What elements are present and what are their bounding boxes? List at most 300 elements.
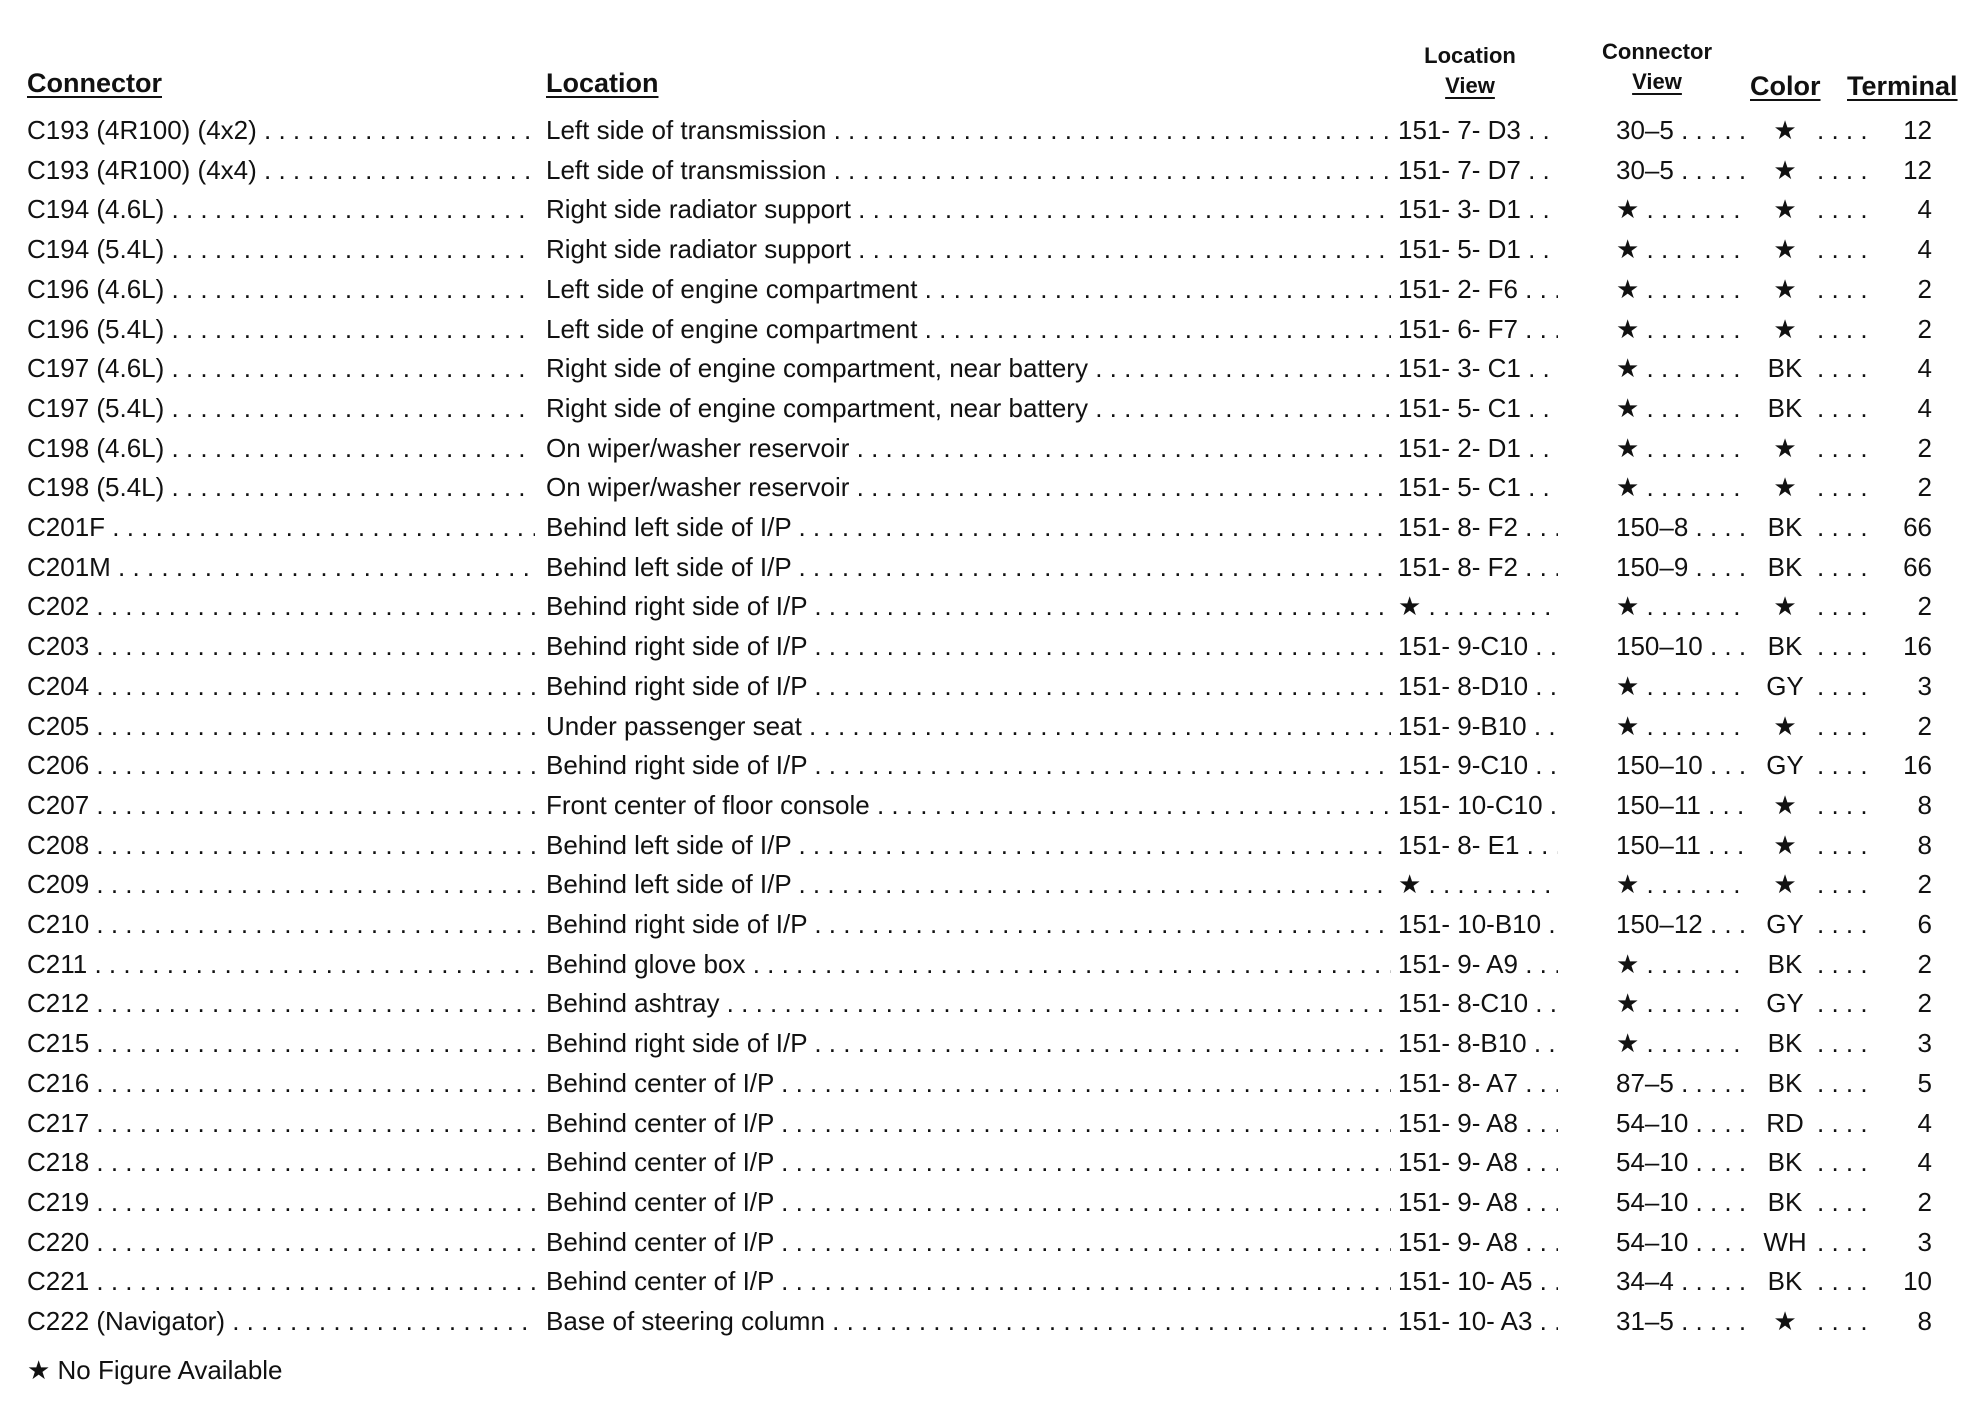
- color-value: ★: [1773, 194, 1797, 225]
- location-view-cell: [1398, 189, 1558, 229]
- table-row: [0, 507, 1984, 547]
- color-leader: [1817, 745, 1875, 785]
- location-view-cell-text: 151- 8- F2 . . .: [1398, 512, 1558, 542]
- connector-cell: [27, 110, 535, 150]
- color-value: RD: [1766, 1107, 1804, 1138]
- connector-view-cell: [1616, 785, 1748, 825]
- color-cell: [1755, 586, 1875, 626]
- location-cell-text: Left side of transmission . . .: [546, 115, 1391, 145]
- color-value: GY: [1766, 988, 1804, 1019]
- terminal-value: 66: [1903, 551, 1932, 582]
- location-view-cell-text: ★ . . .: [1398, 591, 1558, 621]
- connector-cell: [27, 706, 535, 746]
- color-value: ★: [1773, 313, 1797, 344]
- location-view-cell: [1398, 586, 1558, 626]
- location-view-cell-text: ★ . . .: [1398, 869, 1558, 899]
- header-location-view-line2: View: [1445, 73, 1495, 98]
- location-view-cell-text: 151- 10-B10 . . .: [1398, 909, 1558, 939]
- location-cell: [546, 1023, 1391, 1063]
- location-cell: [546, 1103, 1391, 1143]
- connector-view-cell-text: 54–10 . . .: [1616, 1108, 1748, 1138]
- connector-cell-text: C217 . . .: [27, 1108, 535, 1138]
- color-cell: [1755, 229, 1875, 269]
- color-leader: [1817, 825, 1875, 865]
- connector-view-cell: [1616, 1063, 1748, 1103]
- connector-cell: [27, 507, 535, 547]
- location-cell: [546, 1301, 1391, 1341]
- connector-cell: [27, 1023, 535, 1063]
- terminal-value: 10: [1903, 1266, 1932, 1297]
- location-view-cell-text: 151- 3- D1 . . .: [1398, 194, 1558, 224]
- connector-view-cell: [1616, 1023, 1748, 1063]
- location-cell-text: Left side of engine compartment . . .: [546, 314, 1391, 344]
- connector-view-cell-text: 87–5 . . .: [1616, 1068, 1748, 1098]
- location-view-cell-text: 151- 5- C1 . . .: [1398, 393, 1558, 423]
- location-view-cell: [1398, 745, 1558, 785]
- color-leader: [1817, 1222, 1875, 1262]
- location-view-cell-text: 151- 9- A8 . . .: [1398, 1108, 1558, 1138]
- table-row: [0, 1182, 1984, 1222]
- location-view-cell: [1398, 983, 1558, 1023]
- location-cell: [546, 1142, 1391, 1182]
- location-cell-text: Under passenger seat . . .: [546, 711, 1391, 741]
- connector-cell: [27, 666, 535, 706]
- color-cell: [1755, 309, 1875, 349]
- connector-cell: [27, 785, 535, 825]
- table-row: [0, 189, 1984, 229]
- connector-view-cell: [1616, 428, 1748, 468]
- terminal-value: 12: [1903, 154, 1932, 185]
- color-leader: [1817, 706, 1875, 746]
- color-leader: [1817, 1063, 1875, 1103]
- connector-cell: [27, 269, 535, 309]
- color-leader: [1817, 150, 1875, 190]
- location-cell-text: Behind right side of I/P . . .: [546, 671, 1391, 701]
- connector-cell-text: C197 (4.6L) . . .: [27, 353, 535, 383]
- location-cell-text: Behind center of I/P . . .: [546, 1068, 1391, 1098]
- color-cell: [1755, 666, 1875, 706]
- table-row: [0, 1063, 1984, 1103]
- color-cell: [1755, 189, 1875, 229]
- color-cell: [1755, 1222, 1875, 1262]
- location-cell-text: Behind right side of I/P . . .: [546, 750, 1391, 780]
- location-view-cell: [1398, 706, 1558, 746]
- terminal-value: 3: [1917, 670, 1932, 701]
- location-cell-text: Behind left side of I/P . . .: [546, 869, 1391, 899]
- connector-view-cell-text: ★ . . .: [1616, 988, 1748, 1018]
- connector-view-cell-text: 150–10 . . .: [1616, 750, 1748, 780]
- connector-view-cell: [1616, 1182, 1748, 1222]
- header-location-view-line1: Location: [1424, 43, 1516, 68]
- connector-cell: [27, 547, 535, 587]
- connector-view-cell-text: 150–11 . . .: [1616, 790, 1748, 820]
- connector-cell-text: C201M . . .: [27, 552, 535, 582]
- table-row: [0, 586, 1984, 626]
- location-view-cell-text: 151- 3- C1 . . .: [1398, 353, 1558, 383]
- color-value: ★: [1773, 789, 1797, 820]
- color-cell: [1755, 745, 1875, 785]
- connector-cell-text: C204 . . .: [27, 671, 535, 701]
- connector-cell-text: C193 (4R100) (4x4) . . .: [27, 155, 535, 185]
- location-cell-text: Right side radiator support . . .: [546, 194, 1391, 224]
- color-cell: [1755, 983, 1875, 1023]
- location-cell: [546, 467, 1391, 507]
- table-row: [0, 1301, 1984, 1341]
- location-cell-text: Behind center of I/P . . .: [546, 1187, 1391, 1217]
- color-leader: [1817, 189, 1875, 229]
- table-row: [0, 269, 1984, 309]
- table-row: [0, 864, 1984, 904]
- location-cell-text: On wiper/washer reservoir . . .: [546, 472, 1391, 502]
- connector-cell: [27, 467, 535, 507]
- connector-view-cell-text: ★ . . .: [1616, 353, 1748, 383]
- location-view-cell-text: 151- 8-C10 . . .: [1398, 988, 1558, 1018]
- footnote: ★ No Figure Available: [27, 1355, 283, 1385]
- color-cell: [1755, 1182, 1875, 1222]
- connector-view-cell-text: ★ . . .: [1616, 711, 1748, 741]
- connector-cell-text: C208 . . .: [27, 830, 535, 860]
- header-location-view: [1405, 41, 1535, 101]
- header-connector-view: [1587, 37, 1727, 97]
- connector-view-cell: [1616, 666, 1748, 706]
- location-view-cell: [1398, 547, 1558, 587]
- location-cell-text: Behind right side of I/P . . .: [546, 909, 1391, 939]
- terminal-value: 12: [1903, 115, 1932, 145]
- connector-cell: [27, 388, 535, 428]
- connector-view-cell: [1616, 348, 1748, 388]
- location-cell: [546, 269, 1391, 309]
- connector-view-cell-text: 150–12 . . .: [1616, 909, 1748, 939]
- connector-view-cell-text: 150–9 . . .: [1616, 552, 1748, 582]
- location-view-cell: [1398, 1182, 1558, 1222]
- terminal-value: 8: [1917, 829, 1932, 860]
- table-row: [0, 825, 1984, 865]
- terminal-value: 2: [1917, 591, 1932, 622]
- table-row: [0, 1023, 1984, 1063]
- location-view-cell-text: 151- 2- D1 . . .: [1398, 433, 1558, 463]
- connector-cell-text: C206 . . .: [27, 750, 535, 780]
- connector-view-cell: [1616, 269, 1748, 309]
- location-view-cell: [1398, 309, 1558, 349]
- terminal-value: 8: [1917, 789, 1932, 820]
- connector-cell-text: C205 . . .: [27, 711, 535, 741]
- color-value: ★: [1773, 829, 1797, 860]
- location-cell: [546, 547, 1391, 587]
- connector-cell-text: C194 (4.6L) . . .: [27, 194, 535, 224]
- color-cell: [1755, 785, 1875, 825]
- location-view-cell: [1398, 348, 1558, 388]
- connector-cell: [27, 309, 535, 349]
- location-cell-text: Behind left side of I/P . . .: [546, 512, 1391, 542]
- color-value: ★: [1773, 869, 1797, 900]
- connector-cell: [27, 983, 535, 1023]
- connector-view-cell: [1616, 150, 1748, 190]
- location-cell: [546, 1182, 1391, 1222]
- connector-cell-text: C209 . . .: [27, 869, 535, 899]
- terminal-value: 2: [1917, 948, 1932, 979]
- color-cell: [1755, 1063, 1875, 1103]
- location-cell: [546, 110, 1391, 150]
- connector-cell: [27, 1063, 535, 1103]
- location-view-cell: [1398, 1301, 1558, 1341]
- location-cell-text: Left side of transmission . . .: [546, 155, 1391, 185]
- color-value: GY: [1766, 670, 1804, 701]
- table-row: [0, 547, 1984, 587]
- connector-view-cell: [1616, 467, 1748, 507]
- location-cell: [546, 388, 1391, 428]
- connector-view-cell: [1616, 547, 1748, 587]
- color-value: ★: [1773, 154, 1797, 185]
- table-row: [0, 983, 1984, 1023]
- color-value: ★: [1773, 273, 1797, 304]
- connector-view-cell-text: ★ . . .: [1616, 314, 1748, 344]
- connector-cell-text: C198 (4.6L) . . .: [27, 433, 535, 463]
- header-connector-view-line1: Connector: [1602, 39, 1712, 64]
- location-view-cell-text: 151- 8- E1 . . .: [1398, 830, 1558, 860]
- connector-view-cell: [1616, 586, 1748, 626]
- terminal-value: 4: [1917, 1107, 1932, 1138]
- table-row: [0, 1261, 1984, 1301]
- location-cell-text: Behind center of I/P . . .: [546, 1266, 1391, 1296]
- connector-view-cell: [1616, 944, 1748, 984]
- connector-cell-text: C202 . . .: [27, 591, 535, 621]
- location-view-cell: [1398, 626, 1558, 666]
- location-cell-text: Behind right side of I/P . . .: [546, 591, 1391, 621]
- location-view-cell-text: 151- 9-C10 . . .: [1398, 750, 1558, 780]
- color-cell: [1755, 944, 1875, 984]
- table-row: [0, 1222, 1984, 1262]
- connector-cell-text: C219 . . .: [27, 1187, 535, 1217]
- color-leader: [1817, 1261, 1875, 1301]
- location-view-cell-text: 151- 5- C1 . . .: [1398, 472, 1558, 502]
- location-view-cell: [1398, 110, 1558, 150]
- color-cell: [1755, 467, 1875, 507]
- color-leader: [1817, 864, 1875, 904]
- connector-cell: [27, 1222, 535, 1262]
- location-view-cell-text: 151- 10- A3 . . .: [1398, 1306, 1558, 1336]
- terminal-value: 8: [1917, 1306, 1932, 1336]
- color-leader: [1817, 309, 1875, 349]
- table-row: [0, 1142, 1984, 1182]
- color-value: ★: [1773, 472, 1797, 503]
- location-view-cell-text: 151- 2- F6 . . .: [1398, 274, 1558, 304]
- color-value: ★: [1773, 1306, 1797, 1336]
- location-cell-text: Behind center of I/P . . .: [546, 1147, 1391, 1177]
- location-cell-text: Behind left side of I/P . . .: [546, 552, 1391, 582]
- connector-cell-text: C196 (5.4L) . . .: [27, 314, 535, 344]
- color-cell: [1755, 864, 1875, 904]
- location-cell: [546, 1261, 1391, 1301]
- location-cell-text: On wiper/washer reservoir . . .: [546, 433, 1391, 463]
- connector-view-cell-text: 150–8 . . .: [1616, 512, 1748, 542]
- color-value: BK: [1767, 512, 1803, 542]
- connector-cell-text: C212 . . .: [27, 988, 535, 1018]
- color-cell: [1755, 1261, 1875, 1301]
- location-cell: [546, 666, 1391, 706]
- location-view-cell-text: 151- 10-C10 . . .: [1398, 790, 1558, 820]
- location-cell: [546, 904, 1391, 944]
- table-row: [0, 348, 1984, 388]
- terminal-value: 16: [1903, 631, 1932, 662]
- color-value: BK: [1767, 551, 1803, 582]
- table-row: [0, 309, 1984, 349]
- terminal-value: 2: [1917, 869, 1932, 900]
- terminal-value: 3: [1917, 1028, 1932, 1059]
- connector-cell: [27, 864, 535, 904]
- location-view-cell: [1398, 944, 1558, 984]
- terminal-value: 4: [1917, 392, 1932, 423]
- color-leader: [1817, 1301, 1875, 1341]
- color-leader: [1817, 1182, 1875, 1222]
- terminal-value: 2: [1917, 472, 1932, 503]
- color-leader: [1817, 666, 1875, 706]
- color-cell: [1755, 388, 1875, 428]
- terminal-value: 4: [1917, 194, 1932, 225]
- location-view-cell: [1398, 1063, 1558, 1103]
- terminal-value: 2: [1917, 988, 1932, 1019]
- terminal-value: 2: [1917, 273, 1932, 304]
- color-value: BK: [1767, 1266, 1803, 1297]
- color-value: ★: [1773, 710, 1797, 741]
- location-view-cell-text: 151- 7- D7 . . .: [1398, 155, 1558, 185]
- table-row: [0, 626, 1984, 666]
- connector-cell-text: C194 (5.4L) . . .: [27, 234, 535, 264]
- connector-view-cell-text: ★ . . .: [1616, 433, 1748, 463]
- connector-cell-text: C211 . . .: [27, 949, 535, 979]
- table-row: [0, 229, 1984, 269]
- color-cell: [1755, 1023, 1875, 1063]
- connector-view-cell: [1616, 507, 1748, 547]
- location-view-cell: [1398, 825, 1558, 865]
- connector-view-cell-text: ★ . . .: [1616, 869, 1748, 899]
- terminal-value: 4: [1917, 234, 1932, 265]
- location-view-cell: [1398, 666, 1558, 706]
- connector-cell-text: C198 (5.4L) . . .: [27, 472, 535, 502]
- location-view-cell: [1398, 269, 1558, 309]
- terminal-value: 2: [1917, 313, 1932, 344]
- color-leader: [1817, 547, 1875, 587]
- location-view-cell: [1398, 507, 1558, 547]
- connector-view-cell: [1616, 1301, 1748, 1341]
- color-leader: [1817, 1023, 1875, 1063]
- header-color: Color: [1750, 71, 1821, 101]
- connector-cell-text: C221 . . .: [27, 1266, 535, 1296]
- location-view-cell: [1398, 1261, 1558, 1301]
- location-view-cell-text: 151- 10- A5 . . .: [1398, 1266, 1558, 1296]
- connector-cell: [27, 586, 535, 626]
- connector-cell: [27, 944, 535, 984]
- connector-view-cell-text: 54–10 . . .: [1616, 1187, 1748, 1217]
- connector-cell: [27, 1142, 535, 1182]
- location-cell-text: Behind ashtray . . .: [546, 988, 1391, 1018]
- color-value: BK: [1767, 1186, 1803, 1217]
- terminal-value: 16: [1903, 750, 1932, 781]
- connector-cell-text: C196 (4.6L) . . .: [27, 274, 535, 304]
- location-cell-text: Right side of engine compartment, near battery . . .: [546, 393, 1391, 423]
- table-row: [0, 467, 1984, 507]
- location-view-cell: [1398, 904, 1558, 944]
- connector-cell: [27, 348, 535, 388]
- color-value: ★: [1773, 234, 1797, 265]
- location-view-cell-text: 151- 6- F7 . . .: [1398, 314, 1558, 344]
- connector-view-cell-text: 34–4 . . .: [1616, 1266, 1748, 1296]
- connector-view-cell-text: ★ . . .: [1616, 949, 1748, 979]
- connector-view-cell: [1616, 388, 1748, 428]
- connector-cell: [27, 428, 535, 468]
- color-cell: [1755, 150, 1875, 190]
- location-cell-text: Behind right side of I/P . . .: [546, 1028, 1391, 1058]
- color-cell: [1755, 348, 1875, 388]
- location-cell: [546, 825, 1391, 865]
- table-row: [0, 745, 1984, 785]
- connector-cell-text: C193 (4R100) (4x2) . . .: [27, 115, 535, 145]
- connector-view-cell-text: 31–5 . . .: [1616, 1306, 1748, 1336]
- color-leader: [1817, 626, 1875, 666]
- connector-view-cell: [1616, 309, 1748, 349]
- location-view-cell: [1398, 467, 1558, 507]
- location-cell-text: Behind glove box . . .: [546, 949, 1391, 979]
- connector-cell-text: C203 . . .: [27, 631, 535, 661]
- table-row: [0, 110, 1984, 150]
- location-view-cell-text: 151- 9- A8 . . .: [1398, 1147, 1558, 1177]
- color-leader: [1817, 269, 1875, 309]
- connector-view-cell: [1616, 1222, 1748, 1262]
- connector-cell: [27, 1103, 535, 1143]
- location-view-cell-text: 151- 5- D1 . . .: [1398, 234, 1558, 264]
- connector-view-cell: [1616, 904, 1748, 944]
- connector-cell-text: C220 . . .: [27, 1227, 535, 1257]
- location-view-cell: [1398, 1103, 1558, 1143]
- connector-view-cell: [1616, 983, 1748, 1023]
- color-leader: [1817, 428, 1875, 468]
- color-leader: [1817, 785, 1875, 825]
- location-cell: [546, 983, 1391, 1023]
- location-cell: [546, 348, 1391, 388]
- color-value: BK: [1767, 1147, 1803, 1178]
- connector-view-cell: [1616, 189, 1748, 229]
- color-value: ★: [1773, 115, 1797, 145]
- color-leader: [1817, 348, 1875, 388]
- color-value: GY: [1766, 909, 1804, 939]
- color-value: ★: [1773, 591, 1797, 622]
- connector-cell-text: C201F . . .: [27, 512, 535, 542]
- table-row: [0, 785, 1984, 825]
- color-value: BK: [1767, 948, 1803, 979]
- connector-view-cell-text: 30–5 . . .: [1616, 115, 1748, 145]
- location-cell: [546, 309, 1391, 349]
- connector-view-cell: [1616, 1261, 1748, 1301]
- color-value: GY: [1766, 750, 1804, 781]
- connector-view-cell-text: 54–10 . . .: [1616, 1147, 1748, 1177]
- connector-cell-text: C207 . . .: [27, 790, 535, 820]
- color-cell: [1755, 428, 1875, 468]
- location-cell: [546, 706, 1391, 746]
- location-cell: [546, 586, 1391, 626]
- table-row: [0, 388, 1984, 428]
- location-cell: [546, 864, 1391, 904]
- location-cell: [546, 626, 1391, 666]
- connector-cell-text: C197 (5.4L) . . .: [27, 393, 535, 423]
- location-view-cell-text: 151- 8- F2 . . .: [1398, 552, 1558, 582]
- table-row: [0, 904, 1984, 944]
- location-cell-text: Behind left side of I/P . . .: [546, 830, 1391, 860]
- table-row: [0, 706, 1984, 746]
- color-value: BK: [1767, 353, 1803, 384]
- location-cell: [546, 229, 1391, 269]
- location-cell: [546, 745, 1391, 785]
- color-value: ★: [1773, 432, 1797, 463]
- location-cell: [546, 150, 1391, 190]
